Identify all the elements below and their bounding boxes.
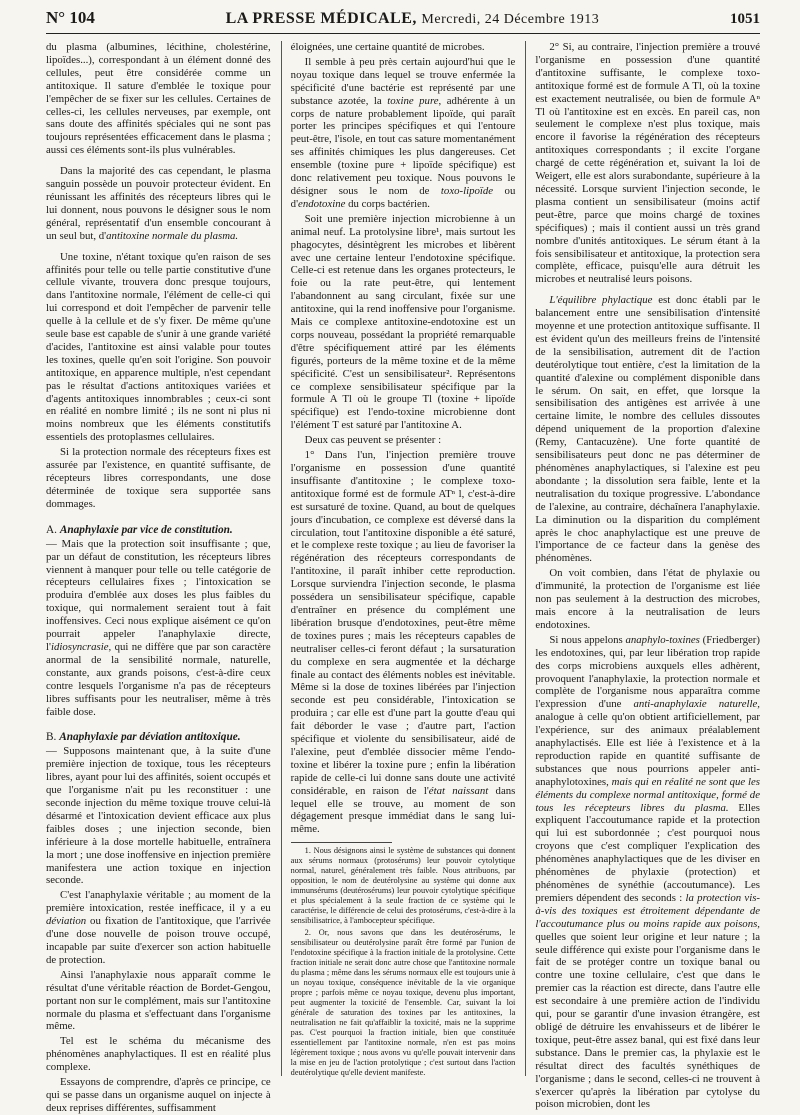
page-header xyxy=(46,8,760,34)
footnote-divider xyxy=(291,842,392,843)
paragraph: du plasma (albumines, lécithine, cholestérine, lipoïdes...), correspondant à un élément donné des cellules, peut être considérée comme un antitoxique. Il sature d'emblée le toxique pour l'empêcher de se fixer sur les cellules. Certaines de celles-ci, les cellules nerveuses, par exemple, ont sans doute des affinités spéciales qui ne sont pas toujours représentées efficacement dans le plasma ; aussi ces éléments sont-ils plus vulnérables. xyxy=(46,41,271,157)
column-3 xyxy=(525,41,761,1111)
paragraph: Il semble à peu près certain aujourd'hui que le noyau toxique dans lequel se trouve enfermée la spécificité d'une bactérie est représenté par une substance azotée, la toxine pure, adhérente à un corps de nature probablement lipoïde, qui paraît porter les principes spécifiques et qui l'entoure peut-être, l'isole, en tout cas sature momentanément ses affinités chimiques les plus dangereuses. Cet ensemble (toxine pure + lipoïde spécifique) est donc relativement peu toxique. Nous pouvons le désigner sous le nom de toxo-lipoïde ou d'endotoxine du corps bactérien. xyxy=(290,55,516,210)
footnote-2: 2. Or, nous savons que dans les deutérosérums, le sensibilisateur ou deutérolysine paraît être formé par l'union de l'endotoxine spécifique à la fraction initiale de la protolysine. Cette fraction initiale ne serait donc autre chose que l'antitoxine normale du plasma ; même dans les sérums normaux elle est toujours unie à un noyau toxique, conséquence inévitable de la vie organique propre ; parfois même ce noyau toxique, devenu plus important, peut augmenter la toxicité de l'ensemble. Car, suivant la loi générale de saturation des toxines par les antitoxines, la neutralisation ne fait qu'affaiblir la toxicité, mais ne la supprime pas. C'est pourquoi la fraction initiale, bien que constituée essentiellement par l'antitoxine normale, n'en est pas moins légèrement toxique ; nous avons vu qu'elle pouvait intervenir dans la mise en jeu de l'action protolytique ; c'est surtout dans l'action deutérolytique qu'elle devient manifeste. xyxy=(290,928,516,1078)
paragraph: L'équilibre phylactique est donc établi par le balancement entre une sensibilisation d'intensité moyenne et une protection antitoxique suffisante. Il est évident qu'un des meilleurs freins de l'intensité de la sensibilisation, autrement dit de l'action deutérolytique tout entière, c'est la limitation de la quantité d'alexine ou complément disponible dans le sérum. On sait, en effet, que lorsque la sensibilisation des antigènes est arrivée à une certaine limite, le nombre des cellules dissoutes dépend uniquement de la proportion d'alexine (Remy, Cantacuzène). Une forte quantité de sensibilisateurs peut donc ne pas déterminer de phénomènes anaphylactiques, si l'alexine est peu abondante ; la dissolution sera faible, lente et la neutralisation du toxique progressive. L'abondance de l'alexine, au contraire, déchaînera l'anaphylaxie. La diminution ou la disparition du complément après le choc anaphylactique est une preuve de l'importance de ce facteur dans la genèse des phénomènes. xyxy=(535,294,761,565)
issue-number: N° 104 xyxy=(46,8,95,27)
paragraph: — Mais que la protection soit insuffisante ; que, par un défaut de constitution, les récepteurs libres viennent à manquer pour telle ou telle catégorie de récepteurs cellulaires fixes ; l'intoxication se produira d'emblée aux doses les plus faibles du toxique, qui normalement seraient tout à fait inoffensives. Ceci nous explique aisément ce qu'on pourrait appeler l'anaphylaxie directe, l'idiosyncrasie, qui ne diffère que par son caractère anormal de la sensibilité normale, naturelle, constante, aux grands poisons, c'est-à-dire ceux contre lesquels l'organisme n'a pas de récepteurs libres suffisants pour les neutraliser, même à très faible dose. xyxy=(46,537,271,718)
paragraph: On voit combien, dans l'état de phylaxie ou d'immunité, la protection de l'organisme est liée non pas seulement à la destruction des microbes, mais encore à la neutralisation de leurs endotoxines. xyxy=(535,567,761,631)
journal-title xyxy=(226,10,600,28)
paragraph: Soit une première injection microbienne à un animal neuf. La protolysine libre¹, mais surtout les phagocytes, désintègrent les microbes et libèrent avec une certaine lenteur l'endotoxine spécifique. Celle-ci est retenue dans les organes protecteurs, le foie ou la rate peut-être, qui lentement l'abandonnent au sang circulant, fixée sur une antitoxine, qui la rend inoffensive pour l'organisme. Mais ce complexe antitoxine-endotoxine est un corps nouveau, possédant la propriété remarquable d'être spécifiquement attiré par les éléments figurés, porteurs de la même toxine et de la même spécificité. C'est un sensibilisateur². Représentons ce complexe sensibilisateur spécifique par la formule A Tl où le groupe Tl (toxine + lipoïde spécifique) est l'endo-toxine microbienne dont l'élément T est saturé par l'antitoxine A. xyxy=(290,212,516,432)
section-heading-a: A. Anaphylaxie par vice de constitution. xyxy=(46,523,233,536)
paragraph: C'est l'anaphylaxie véritable ; au moment de la première intoxication, restée inefficace, il y a eu déviation ou fixation de l'antitoxique, que l'arrivée d'une dose nouvelle de poison trouve occupé, incapable par suite d'exercer son action habituelle de protection. xyxy=(46,889,271,966)
paragraph: Deux cas peuvent se présenter : xyxy=(304,434,442,447)
footnote-1: 1. Nous désignons ainsi le système de substances qui donnent aux sérums normaux (protosérums) leur pouvoir cytolytique normal, naturel, généralement très faible. Nous attribuons, par opposition, le nom de deutérolysine au système qui donne aux immunsérums (deutérosérums) leur pouvoir cytolytique spécifique et plus spécialement à la seule fraction de ce système qui le caractérise, le différencie de celui des protosérums, c'est-à-dire à la sensibilisatrice, à l'ambocepteur spécifique. xyxy=(290,846,516,926)
journal-name: LA PRESSE MÉDICALE, xyxy=(225,10,417,27)
section-heading-b: B. Anaphylaxie par déviation antitoxique. xyxy=(46,731,241,744)
paragraph: 1° Dans l'un, l'injection première trouve l'organisme en possession d'une quantité insuffisante d'antitoxine ; le complexe toxo-antitoxique formé est de formule ATⁿ l, c'est-à-dire est sursaturé de toxine. Quand, au bout de quelques jours d'incubation, ce complexe est déversé dans la circulation, tout l'antitoxine disponible a été saturé, et le complexe reste toxique ; au lieu de favoriser la régénération des récepteurs correspondants de l'antitoxine, il paraît inhiber cette reproduction. Lorsque surviendra l'injection seconde, le plasma possédera un sensibilisateur spécifique, capable d'entraîner en présence du complément une libération brusque d'endotoxines, peut-être même de toxines pures ; mais les récepteurs capables de neutraliser celles-ci feront défaut ; la sursaturation du complexe en sera augmentée et la décharge finale au contact des éléments nobles est inévitable. Même si la dose de toxines libérées par l'injection seconde est peu considérable, l'intoxication se produira ; car elle est d'une part la goutte d'eau qui fait déborder le vase ; d'autre part, l'action spécifique et violente du sensibilisateur, aidé de l'alexine, peut d'emblée dissocier même l'endo-toxine et libérer la toxine pure ; enfin la libération rapide de celle-ci lui donne sans doute une activité considérable, en raison de l'état naissant dans lequel elle se trouve, au moment de son dégagement presque immédiat dans le sang lui-même. xyxy=(290,449,516,836)
paragraph: 2° Si, au contraire, l'injection première a trouvé l'organisme en possession d'une quantité d'antitoxine suffisante, le complexe toxo-antitoxique formé est de formule A Tl, où la toxine est exactement neutralisée, ou bien de formule Aⁿ Tl où l'antitoxine est en excès. En pareil cas, non seulement le complexe n'est plus toxique, mais encore il favorise la régénération des récepteurs antitoxiques correspondants ; il excite l'organe chargé de cette régénération et, suivant la loi de Weigert, elle est alors surabondante, supérieure à la nécessité. Lorsque survient l'injection seconde, le plasma contient un sensibilisateur (moins actif peut-être, parce que moins chargé de toxines spécifiques) ; mais il contient aussi un très grand nombre d'unités antitoxiques. Le sérum étant à la fois sensibilisateur et antitoxique, la protection sera complète, efficace, puisqu'elle aura détruit les microbes et neutralisé leurs poisons. xyxy=(535,41,761,286)
page-number: 1051 xyxy=(729,11,760,27)
paragraph: Essayons de comprendre, d'après ce principe, ce qui se passe dans un organisme auquel on injecte à deux reprises différentes, suffisamment xyxy=(46,1076,271,1114)
paragraph: — Supposons maintenant que, à la suite d'une première injection de toxique, tous les récepteurs libres, ayant pour lui des affinités, soient occupés et que l'organisme n'ait pu les reconstituer : une seconde injection du même toxique trouve celui-là désarmé et l'intoxication devient efficace aux plus faibles doses ; une injection seconde, bien inférieure à la dose mortelle habituelle, entraînera la mort ; une dose inoffensive en injection première manifestera une action toxique en injection seconde. xyxy=(46,745,271,887)
issue-date: Mercredi, 24 Décembre 1913 xyxy=(421,12,600,27)
column-2 xyxy=(281,41,516,1076)
paragraph: Une toxine, n'étant toxique qu'en raison de ses affinités pour telle ou telle partie constitutive d'une cellule vivante, trouvera donc presque toujours, dans l'antitoxine normale, l'élément de celle-ci qui lui correspond et doit l'empêcher de parvenir telle quelle à la cellule et de s'y fixer. De même qu'une seule base est capable de s'unir à une grande variété d'acides, l'antitoxine est ainsi valable pour toutes les toxines, quelle qu'en soit l'origine. Son pouvoir antitoxique, en apparence multiple, n'est cependant pas le résultat d'actions antitoxiques variées et d'agents antitoxiques innombrables ; ceux-ci sont en réalité en nombre limité ; ils ne sont ni plus ni moins nombreux que les éléments constitutifs essentiels des protoplasmes cellulaires. xyxy=(46,250,271,444)
text-columns xyxy=(46,41,761,1114)
column-1 xyxy=(46,41,271,1114)
paragraph: éloignées, une certaine quantité de microbes. xyxy=(290,41,485,53)
paragraph: Ainsi l'anaphylaxie nous apparaît comme le résultat d'une véritable réaction de Bordet-Gengou, portant non sur le complément, mais sur l'antitoxine normale du plasma et s'effectuant dans l'organisme même. xyxy=(46,968,271,1033)
paragraph: Si la protection normale des récepteurs fixes est assurée par l'existence, en quantité suffisante, de récepteurs libres correspondants, une dose déterminée de toxique sera supportée sans dommages. xyxy=(46,446,271,510)
paragraph: Si nous appelons anaphylo-toxines (Friedberger) les endotoxines, qui, par leur libération trop rapide des corps microbiens auxquels elles adhèrent, provoquent l'anaphylaxie, la protection normale et complète de l'organisme nous apparaîtra comme l'expression d'une anti-anaphylaxie naturelle, analogue à celle qu'on obtient artificiellement, par l'expérience, sur des animaux préalablement anaphylactisés. Elle est liée à l'existence et à la reproduction rapide en quantité suffisante de substances que nous pourrions appeler anti-anaphylotoxines, mais qui en réalité ne sont que les éléments du complexe normal antitoxique, formé de tous les récepteurs libres du plasma. Elles expliquent l'accoutumance rapide et la protection qui lui est subordonnée ; c'est pourquoi nous croyons que c'est compliquer l'explication des phénomènes anaphylactiques que de les diviser en phénomènes de phylaxie (protection) et phénomènes de synéthie (accoutumance). Les premiers dépendent des seconds : la protection vis-à-vis des toxiques est étroitement dépendante de l'accoutumance plus ou moins rapide aux poisons, quelles que soient leur origine et leur nature ; la seule différence qui existe pour l'organisme dans le fait de se protéger contre un toxique banal ou contre une toxine cellulaire, c'est que dans le premier cas la réaction est directe, dans l'autre elle est secondaire à une première action de l'individu qui, pour se garantir d'une invasion étrangère, est obligé de détruire les envahisseurs et de libérer le toxique, peut-être assez banal, qui est fixé dans leur substance. Dans le premier cas, la phylaxie est le résultat direct des facultés synéthiques de l'organisme ; dans le second, celles-ci ne trouvent à s'exercer qu'après la libération par cytolyse du poison microbien, dont les xyxy=(535,633,761,1111)
paragraph: Dans la majorité des cas cependant, le plasma sanguin possède un pouvoir protecteur évident. En réunissant les affinités des récepteurs libres qui le lui donnent, nous pouvons le désigner sous le nom général, représentatif d'un ensemble concourant à un seul but, d'antitoxine normale du plasma. xyxy=(46,165,271,242)
paragraph: Tel est le schéma du mécanisme des phénomènes anaphylactiques. Il est en réalité plus complexe. xyxy=(46,1035,271,1074)
